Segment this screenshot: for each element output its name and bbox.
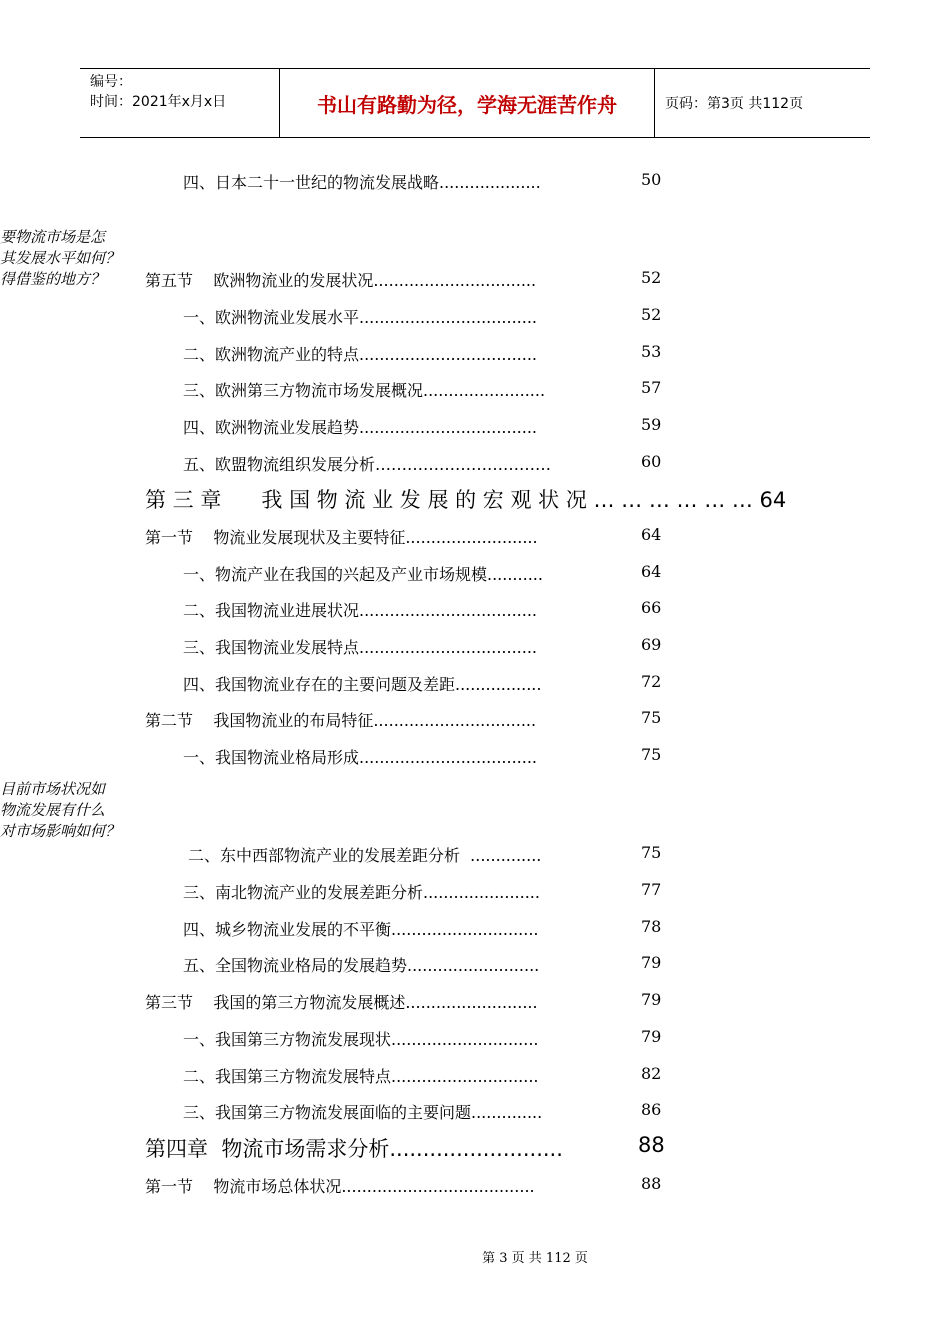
toc-entry-title: 第四章 物流市场需求分析.......................... <box>145 1137 563 1161</box>
toc-entry[interactable] <box>0 1174 950 1198</box>
toc-entry[interactable] <box>0 562 950 586</box>
toc-entry-title: 四、日本二十一世纪的物流发展战略.................... <box>183 173 541 192</box>
toc-entry-page: 88 <box>641 1174 662 1193</box>
page-footer: 第 3 页 共 112 页 <box>482 1251 588 1266</box>
toc-entry-page: 75 <box>641 708 662 727</box>
toc-entry-page: 75 <box>641 745 662 764</box>
toc-entry[interactable] <box>0 990 950 1014</box>
toc-entry-page: 72 <box>641 672 662 691</box>
toc-entry[interactable] <box>0 170 950 194</box>
side-note: 要物流市场是怎 其发展水平如何？ 得借鉴的地方？ <box>0 228 121 288</box>
toc-entry-title: 第五节 欧洲物流业的发展状况................................ <box>145 271 537 290</box>
side-note: 目前市场状况如 物流发展有什么 对市场影响如何？ <box>0 780 121 840</box>
toc-entry-page: 82 <box>641 1064 662 1083</box>
toc-entry-page: 69 <box>641 635 662 654</box>
toc-entry-page: 53 <box>641 342 662 361</box>
toc-entry[interactable] <box>0 415 950 439</box>
number-label: 编号： <box>90 74 132 90</box>
toc-entry-title: 一、我国第三方物流发展现状............................. <box>183 1030 539 1049</box>
toc-entry-page: 79 <box>641 953 662 972</box>
toc-entry[interactable] <box>0 1027 950 1051</box>
toc-entry-title: 四、欧洲物流业发展趋势................................... <box>183 418 538 437</box>
toc-entry[interactable] <box>0 598 950 622</box>
toc-entry-title: 一、物流产业在我国的兴起及产业市场规模........... <box>183 565 543 584</box>
toc-entry-title: 第一节 物流市场总体状况...................................... <box>145 1177 535 1196</box>
toc-entry[interactable] <box>0 452 950 476</box>
toc-entry-page: 57 <box>641 378 662 397</box>
toc-entry-title: 第一节 物流业发展现状及主要特征.......................... <box>145 528 538 547</box>
time-label: 时间：2021年x月x日 <box>90 94 227 110</box>
toc-entry-page: 52 <box>641 305 662 324</box>
toc-entry[interactable] <box>0 708 950 732</box>
toc-entry[interactable] <box>0 378 950 402</box>
toc-entry[interactable] <box>0 305 950 329</box>
toc-entry[interactable] <box>0 635 950 659</box>
toc-entry-title: 三、南北物流产业的发展差距分析....................... <box>183 883 540 902</box>
toc-entry-title: 第三节 我国的第三方物流发展概述.......................... <box>145 993 538 1012</box>
toc-entry-title: 四、我国物流业存在的主要问题及差距................. <box>183 675 542 694</box>
toc-entry-title: 第二节 我国物流业的布局特征................................ <box>145 711 537 730</box>
toc-entry-title: 一、欧洲物流业发展水平................................... <box>183 308 538 327</box>
motto: 书山有路勤为径，学海无涯苦作舟 <box>280 69 655 137</box>
toc-entry[interactable] <box>0 953 950 977</box>
toc-entry-page: 86 <box>641 1100 662 1119</box>
toc-entry-title: 二、我国物流业进展状况................................... <box>183 601 538 620</box>
toc-entry-page: 77 <box>641 880 662 899</box>
toc-entry-title: 三、欧洲第三方物流市场发展概况........................ <box>183 381 546 400</box>
toc-entry-page: 59 <box>641 415 662 434</box>
toc-entry[interactable] <box>0 1064 950 1088</box>
toc-entry-title: 一、我国物流业格局形成................................... <box>183 748 538 767</box>
toc-entry-title: 二、我国第三方物流发展特点............................. <box>183 1067 539 1086</box>
toc-entry-page: 66 <box>641 598 662 617</box>
toc-entry-title: 第 三 章 我 国 物 流 业 发 展 的 宏 观 状 况 … … … … … … 64 <box>145 488 787 512</box>
toc-entry-page: 52 <box>641 268 662 287</box>
toc-entry-page: 50 <box>641 170 662 189</box>
toc-entry-page: 64 <box>641 562 662 581</box>
toc-entry-title: 四、城乡物流业发展的不平衡............................. <box>183 920 539 939</box>
toc-entry-page: 60 <box>641 452 662 471</box>
header-meta <box>80 69 280 137</box>
toc-entry-page: 64 <box>641 525 662 544</box>
toc-entry-title: 二、欧洲物流产业的特点................................... <box>183 345 538 364</box>
toc-entry[interactable] <box>0 843 950 867</box>
toc-entry-title: 五、欧盟物流组织发展分析…………………………… <box>183 455 552 474</box>
toc-entry-title: 五、全国物流业格局的发展趋势.......................... <box>183 956 540 975</box>
toc-entry-title: 二、东中西部物流产业的发展差距分析 .............. <box>188 846 542 865</box>
toc-entry[interactable] <box>0 1100 950 1124</box>
toc-entry[interactable] <box>0 268 950 292</box>
page-header <box>80 68 870 138</box>
toc-entry[interactable] <box>0 672 950 696</box>
toc-entry-page: 75 <box>641 843 662 862</box>
toc-chapter[interactable] <box>0 484 950 512</box>
toc-entry-title: 三、我国第三方物流发展面临的主要问题.............. <box>183 1103 543 1122</box>
toc-entry[interactable] <box>0 342 950 366</box>
toc-entry[interactable] <box>0 917 950 941</box>
toc-entry-page: 79 <box>641 1027 662 1046</box>
toc-entry-page: 88 <box>638 1133 665 1157</box>
toc-entry-page: 78 <box>641 917 662 936</box>
toc-entry[interactable] <box>0 525 950 549</box>
toc-entry-page: 79 <box>641 990 662 1009</box>
page-label: 页码：第3页 共112页 <box>665 96 804 112</box>
toc-entry[interactable] <box>0 745 950 769</box>
toc-entry-title: 三、我国物流业发展特点................................... <box>183 638 538 657</box>
toc-entry[interactable] <box>0 880 950 904</box>
toc-chapter[interactable] <box>0 1133 950 1161</box>
